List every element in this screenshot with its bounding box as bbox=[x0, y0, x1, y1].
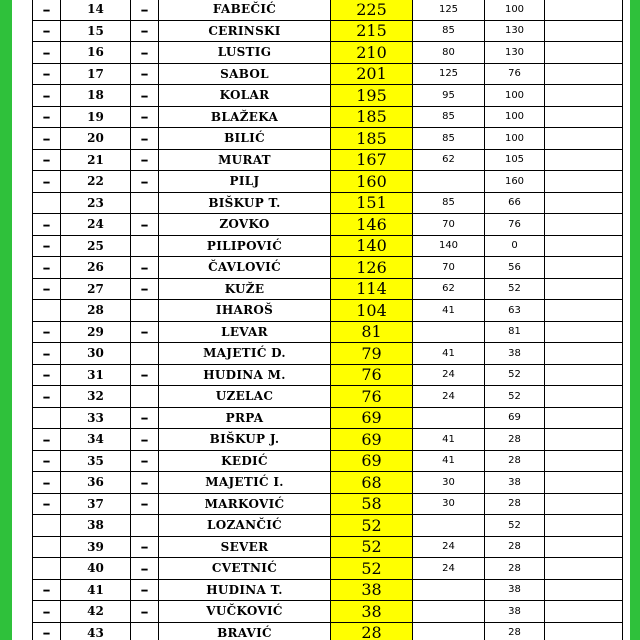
player-name: CVETNIĆ bbox=[159, 558, 331, 580]
points-b: 100 bbox=[485, 128, 545, 150]
player-name: BIŠKUP J. bbox=[159, 429, 331, 451]
empty-cell bbox=[545, 579, 623, 601]
points-b: 130 bbox=[485, 20, 545, 42]
table-row bbox=[33, 42, 623, 64]
row-mark-left: – bbox=[33, 63, 61, 85]
empty-cell bbox=[545, 364, 623, 386]
row-mark-right: – bbox=[131, 149, 159, 171]
position-number: 16 bbox=[61, 42, 131, 64]
total-points: 201 bbox=[331, 63, 413, 85]
table-row bbox=[33, 429, 623, 451]
position-number: 41 bbox=[61, 579, 131, 601]
empty-cell bbox=[545, 386, 623, 408]
player-name: BIŠKUP T. bbox=[159, 192, 331, 214]
table-row bbox=[33, 63, 623, 85]
player-name: MAJETIĆ I. bbox=[159, 472, 331, 494]
table-row bbox=[33, 601, 623, 623]
points-a: 30 bbox=[413, 472, 485, 494]
row-mark-right: – bbox=[131, 472, 159, 494]
table-row bbox=[33, 278, 623, 300]
position-number: 35 bbox=[61, 450, 131, 472]
right-green-border bbox=[630, 0, 640, 640]
player-name: BILIĆ bbox=[159, 128, 331, 150]
points-b: 52 bbox=[485, 386, 545, 408]
position-number: 43 bbox=[61, 622, 131, 640]
points-a: 24 bbox=[413, 536, 485, 558]
points-b: 56 bbox=[485, 257, 545, 279]
points-b: 28 bbox=[485, 493, 545, 515]
player-name: PILJ bbox=[159, 171, 331, 193]
position-number: 33 bbox=[61, 407, 131, 429]
table-row bbox=[33, 0, 623, 20]
empty-cell bbox=[545, 128, 623, 150]
total-points: 52 bbox=[331, 515, 413, 537]
total-points: 167 bbox=[331, 149, 413, 171]
points-a: 85 bbox=[413, 128, 485, 150]
total-points: 76 bbox=[331, 364, 413, 386]
position-number: 23 bbox=[61, 192, 131, 214]
position-number: 40 bbox=[61, 558, 131, 580]
empty-cell bbox=[545, 300, 623, 322]
player-name: KEDIĆ bbox=[159, 450, 331, 472]
player-name: MURAT bbox=[159, 149, 331, 171]
row-mark-left bbox=[33, 558, 61, 580]
row-mark-left: – bbox=[33, 493, 61, 515]
position-number: 24 bbox=[61, 214, 131, 236]
position-number: 42 bbox=[61, 601, 131, 623]
total-points: 225 bbox=[331, 0, 413, 20]
points-a: 125 bbox=[413, 0, 485, 20]
total-points: 58 bbox=[331, 493, 413, 515]
position-number: 29 bbox=[61, 321, 131, 343]
player-name: LEVAR bbox=[159, 321, 331, 343]
position-number: 37 bbox=[61, 493, 131, 515]
player-name: HUDINA M. bbox=[159, 364, 331, 386]
points-b: 100 bbox=[485, 0, 545, 20]
table-row bbox=[33, 149, 623, 171]
empty-cell bbox=[545, 20, 623, 42]
row-mark-left: – bbox=[33, 343, 61, 365]
row-mark-right bbox=[131, 235, 159, 257]
row-mark-right bbox=[131, 622, 159, 640]
row-mark-right: – bbox=[131, 450, 159, 472]
player-name: CERINSKI bbox=[159, 20, 331, 42]
position-number: 25 bbox=[61, 235, 131, 257]
player-name: PRPA bbox=[159, 407, 331, 429]
player-name: ČAVLOVIĆ bbox=[159, 257, 331, 279]
points-b: 28 bbox=[485, 429, 545, 451]
row-mark-left: – bbox=[33, 85, 61, 107]
total-points: 146 bbox=[331, 214, 413, 236]
empty-cell bbox=[545, 515, 623, 537]
empty-cell bbox=[545, 171, 623, 193]
total-points: 140 bbox=[331, 235, 413, 257]
total-points: 195 bbox=[331, 85, 413, 107]
row-mark-right: – bbox=[131, 171, 159, 193]
total-points: 38 bbox=[331, 601, 413, 623]
table-row bbox=[33, 558, 623, 580]
empty-cell bbox=[545, 343, 623, 365]
player-name: SABOL bbox=[159, 63, 331, 85]
row-mark-left: – bbox=[33, 278, 61, 300]
points-a: 24 bbox=[413, 558, 485, 580]
document-page bbox=[12, 0, 630, 640]
points-a: 41 bbox=[413, 343, 485, 365]
row-mark-right: – bbox=[131, 128, 159, 150]
position-number: 28 bbox=[61, 300, 131, 322]
points-a: 30 bbox=[413, 493, 485, 515]
table-row bbox=[33, 235, 623, 257]
position-number: 15 bbox=[61, 20, 131, 42]
total-points: 81 bbox=[331, 321, 413, 343]
row-mark-right: – bbox=[131, 493, 159, 515]
points-b: 52 bbox=[485, 515, 545, 537]
position-number: 20 bbox=[61, 128, 131, 150]
points-b: 28 bbox=[485, 536, 545, 558]
points-a: 80 bbox=[413, 42, 485, 64]
empty-cell bbox=[545, 472, 623, 494]
row-mark-left: – bbox=[33, 622, 61, 640]
row-mark-right: – bbox=[131, 214, 159, 236]
points-a: 85 bbox=[413, 106, 485, 128]
points-b: 63 bbox=[485, 300, 545, 322]
points-a: 95 bbox=[413, 85, 485, 107]
total-points: 69 bbox=[331, 429, 413, 451]
empty-cell bbox=[545, 85, 623, 107]
row-mark-left: – bbox=[33, 364, 61, 386]
row-mark-right: – bbox=[131, 0, 159, 20]
player-name: IHAROŠ bbox=[159, 300, 331, 322]
table-row bbox=[33, 192, 623, 214]
row-mark-left bbox=[33, 407, 61, 429]
table-row bbox=[33, 515, 623, 537]
table-row bbox=[33, 257, 623, 279]
points-a bbox=[413, 515, 485, 537]
position-number: 19 bbox=[61, 106, 131, 128]
empty-cell bbox=[545, 536, 623, 558]
points-b: 76 bbox=[485, 214, 545, 236]
points-a bbox=[413, 601, 485, 623]
player-name: MAJETIĆ D. bbox=[159, 343, 331, 365]
player-name: SEVER bbox=[159, 536, 331, 558]
row-mark-right: – bbox=[131, 407, 159, 429]
total-points: 210 bbox=[331, 42, 413, 64]
total-points: 185 bbox=[331, 106, 413, 128]
table-row bbox=[33, 472, 623, 494]
row-mark-left: – bbox=[33, 214, 61, 236]
table-row bbox=[33, 364, 623, 386]
table-row bbox=[33, 321, 623, 343]
position-number: 34 bbox=[61, 429, 131, 451]
empty-cell bbox=[545, 450, 623, 472]
empty-cell bbox=[545, 149, 623, 171]
points-b: 160 bbox=[485, 171, 545, 193]
points-b: 69 bbox=[485, 407, 545, 429]
position-number: 18 bbox=[61, 85, 131, 107]
player-name: MARKOVIĆ bbox=[159, 493, 331, 515]
empty-cell bbox=[545, 235, 623, 257]
player-name: BRAVIĆ bbox=[159, 622, 331, 640]
points-b: 66 bbox=[485, 192, 545, 214]
table-row bbox=[33, 386, 623, 408]
position-number: 22 bbox=[61, 171, 131, 193]
table-row bbox=[33, 171, 623, 193]
points-b: 38 bbox=[485, 579, 545, 601]
points-b: 0 bbox=[485, 235, 545, 257]
row-mark-right: – bbox=[131, 85, 159, 107]
points-b: 76 bbox=[485, 63, 545, 85]
player-name: HUDINA T. bbox=[159, 579, 331, 601]
row-mark-left: – bbox=[33, 257, 61, 279]
row-mark-right bbox=[131, 386, 159, 408]
position-number: 30 bbox=[61, 343, 131, 365]
total-points: 104 bbox=[331, 300, 413, 322]
row-mark-left bbox=[33, 192, 61, 214]
empty-cell bbox=[545, 558, 623, 580]
left-green-border bbox=[0, 0, 12, 640]
player-name: LUSTIG bbox=[159, 42, 331, 64]
points-b: 28 bbox=[485, 622, 545, 640]
total-points: 76 bbox=[331, 386, 413, 408]
empty-cell bbox=[545, 214, 623, 236]
total-points: 52 bbox=[331, 536, 413, 558]
row-mark-left: – bbox=[33, 149, 61, 171]
points-b: 28 bbox=[485, 558, 545, 580]
points-a: 140 bbox=[413, 235, 485, 257]
points-a: 24 bbox=[413, 386, 485, 408]
table-row bbox=[33, 536, 623, 558]
points-a: 70 bbox=[413, 257, 485, 279]
position-number: 26 bbox=[61, 257, 131, 279]
points-a: 125 bbox=[413, 63, 485, 85]
position-number: 39 bbox=[61, 536, 131, 558]
empty-cell bbox=[545, 278, 623, 300]
points-b: 38 bbox=[485, 343, 545, 365]
table-row bbox=[33, 300, 623, 322]
total-points: 52 bbox=[331, 558, 413, 580]
row-mark-right: – bbox=[131, 42, 159, 64]
ranking-table bbox=[32, 0, 623, 640]
total-points: 79 bbox=[331, 343, 413, 365]
row-mark-right: – bbox=[131, 558, 159, 580]
row-mark-right: – bbox=[131, 257, 159, 279]
total-points: 151 bbox=[331, 192, 413, 214]
position-number: 27 bbox=[61, 278, 131, 300]
total-points: 38 bbox=[331, 579, 413, 601]
points-b: 52 bbox=[485, 278, 545, 300]
row-mark-left: – bbox=[33, 450, 61, 472]
points-a: 70 bbox=[413, 214, 485, 236]
points-a: 41 bbox=[413, 450, 485, 472]
points-b: 38 bbox=[485, 472, 545, 494]
row-mark-right bbox=[131, 343, 159, 365]
table-row bbox=[33, 85, 623, 107]
empty-cell bbox=[545, 42, 623, 64]
points-b: 105 bbox=[485, 149, 545, 171]
position-number: 31 bbox=[61, 364, 131, 386]
table-row bbox=[33, 407, 623, 429]
empty-cell bbox=[545, 257, 623, 279]
points-a: 41 bbox=[413, 429, 485, 451]
table-row bbox=[33, 450, 623, 472]
row-mark-right: – bbox=[131, 63, 159, 85]
row-mark-right: – bbox=[131, 536, 159, 558]
player-name: LOZANČIĆ bbox=[159, 515, 331, 537]
empty-cell bbox=[545, 601, 623, 623]
table-row bbox=[33, 622, 623, 640]
row-mark-right: – bbox=[131, 321, 159, 343]
table-row bbox=[33, 493, 623, 515]
table-row bbox=[33, 579, 623, 601]
row-mark-left: – bbox=[33, 42, 61, 64]
row-mark-left: – bbox=[33, 20, 61, 42]
points-a bbox=[413, 579, 485, 601]
row-mark-left: – bbox=[33, 171, 61, 193]
points-b: 52 bbox=[485, 364, 545, 386]
points-a: 62 bbox=[413, 278, 485, 300]
player-name: ZOVKO bbox=[159, 214, 331, 236]
total-points: 114 bbox=[331, 278, 413, 300]
empty-cell bbox=[545, 192, 623, 214]
points-b: 28 bbox=[485, 450, 545, 472]
row-mark-right bbox=[131, 192, 159, 214]
points-b: 130 bbox=[485, 42, 545, 64]
player-name: FABEČIĆ bbox=[159, 0, 331, 20]
total-points: 215 bbox=[331, 20, 413, 42]
row-mark-left: – bbox=[33, 472, 61, 494]
total-points: 28 bbox=[331, 622, 413, 640]
table-row bbox=[33, 343, 623, 365]
position-number: 17 bbox=[61, 63, 131, 85]
row-mark-right: – bbox=[131, 20, 159, 42]
total-points: 69 bbox=[331, 407, 413, 429]
row-mark-right: – bbox=[131, 579, 159, 601]
position-number: 32 bbox=[61, 386, 131, 408]
total-points: 160 bbox=[331, 171, 413, 193]
player-name: BLAŽEKA bbox=[159, 106, 331, 128]
empty-cell bbox=[545, 493, 623, 515]
total-points: 185 bbox=[331, 128, 413, 150]
empty-cell bbox=[545, 407, 623, 429]
points-a bbox=[413, 171, 485, 193]
player-name: UZELAC bbox=[159, 386, 331, 408]
points-a: 24 bbox=[413, 364, 485, 386]
points-b: 100 bbox=[485, 106, 545, 128]
row-mark-right bbox=[131, 515, 159, 537]
points-a bbox=[413, 407, 485, 429]
row-mark-left: – bbox=[33, 128, 61, 150]
position-number: 21 bbox=[61, 149, 131, 171]
points-a: 41 bbox=[413, 300, 485, 322]
row-mark-right: – bbox=[131, 429, 159, 451]
row-mark-left: – bbox=[33, 0, 61, 20]
row-mark-left bbox=[33, 515, 61, 537]
player-name: PILIPOVIĆ bbox=[159, 235, 331, 257]
points-b: 38 bbox=[485, 601, 545, 623]
empty-cell bbox=[545, 622, 623, 640]
row-mark-left: – bbox=[33, 429, 61, 451]
total-points: 69 bbox=[331, 450, 413, 472]
row-mark-right: – bbox=[131, 278, 159, 300]
empty-cell bbox=[545, 0, 623, 20]
player-name: KUŽE bbox=[159, 278, 331, 300]
points-a bbox=[413, 321, 485, 343]
points-a: 62 bbox=[413, 149, 485, 171]
row-mark-right: – bbox=[131, 106, 159, 128]
empty-cell bbox=[545, 429, 623, 451]
position-number: 36 bbox=[61, 472, 131, 494]
position-number: 14 bbox=[61, 0, 131, 20]
table-row bbox=[33, 128, 623, 150]
row-mark-left bbox=[33, 536, 61, 558]
row-mark-right: – bbox=[131, 601, 159, 623]
points-b: 100 bbox=[485, 85, 545, 107]
table-row bbox=[33, 214, 623, 236]
empty-cell bbox=[545, 63, 623, 85]
row-mark-left: – bbox=[33, 601, 61, 623]
table-row bbox=[33, 20, 623, 42]
points-a: 85 bbox=[413, 192, 485, 214]
row-mark-left: – bbox=[33, 235, 61, 257]
row-mark-left: – bbox=[33, 386, 61, 408]
points-b: 81 bbox=[485, 321, 545, 343]
table-row bbox=[33, 106, 623, 128]
row-mark-left: – bbox=[33, 579, 61, 601]
row-mark-left: – bbox=[33, 321, 61, 343]
points-a: 85 bbox=[413, 20, 485, 42]
total-points: 126 bbox=[331, 257, 413, 279]
row-mark-left bbox=[33, 300, 61, 322]
points-a bbox=[413, 622, 485, 640]
empty-cell bbox=[545, 106, 623, 128]
row-mark-left: – bbox=[33, 106, 61, 128]
total-points: 68 bbox=[331, 472, 413, 494]
row-mark-right bbox=[131, 300, 159, 322]
player-name: VUČKOVIĆ bbox=[159, 601, 331, 623]
row-mark-right: – bbox=[131, 364, 159, 386]
empty-cell bbox=[545, 321, 623, 343]
position-number: 38 bbox=[61, 515, 131, 537]
player-name: KOLAR bbox=[159, 85, 331, 107]
